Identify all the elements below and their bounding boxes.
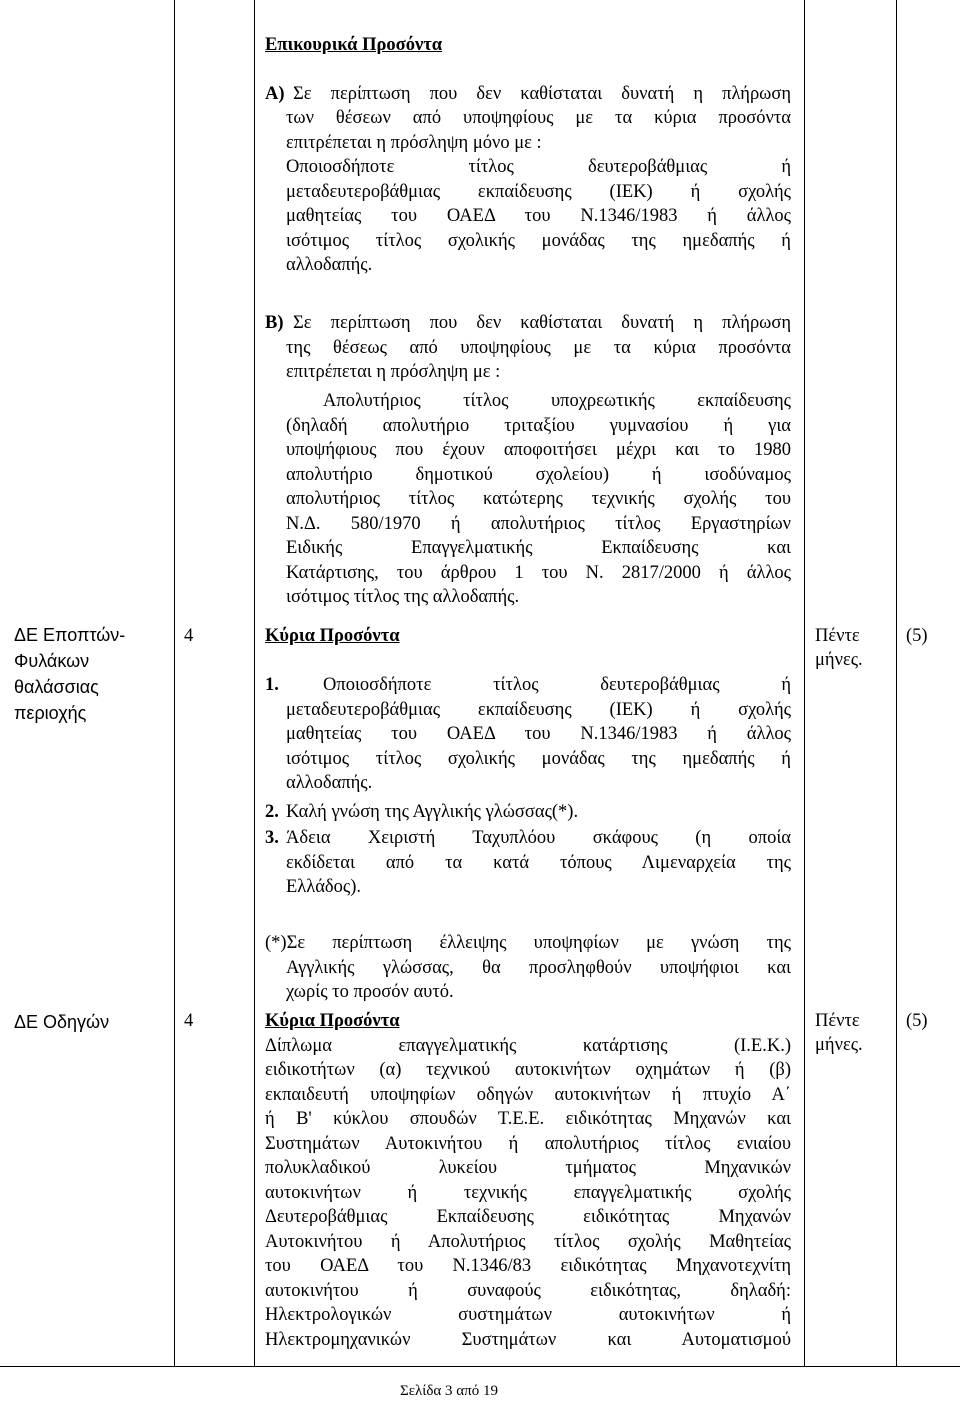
duration: Πέντε <box>815 626 860 646</box>
item-line: αλλοδαπής. <box>286 773 373 793</box>
option-b-line: της θέσεως από υποψηφίους με τα κύρια προσόντα <box>286 338 791 358</box>
footnote-line: (*)Σε περίπτωση έλλειψης υποψηφίων με γνώση της <box>265 933 791 953</box>
qualification-line: Ηλεκτρολογικών συστημάτων αυτοκινήτων ή <box>265 1305 791 1325</box>
position-count: 4 <box>184 626 194 646</box>
option-b-line: επιτρέπεται η πρόσληψη με : <box>286 362 501 382</box>
option-a-line: ισότιμος τίτλος σχολικής μονάδας της ημεδαπής ή <box>286 231 791 251</box>
option-b-line: υποψήφιους που έχουν αποφοιτήσει μέχρι και το 1980 <box>286 440 791 460</box>
qualification-line: πολυκλαδικού λυκείου τμήματος Μηχανικών <box>265 1158 791 1178</box>
item-line: μεταδευτεροβάθμιας εκπαίδευσης (ΙΕΚ) ή σχολής <box>286 700 791 720</box>
column-rule <box>804 0 805 1366</box>
item-line: Ελλάδος). <box>286 877 362 897</box>
column-rule <box>896 0 897 1366</box>
option-a-line: αλλοδαπής. <box>286 255 373 275</box>
column-rule <box>174 0 175 1366</box>
duration: Πέντε <box>815 1011 860 1031</box>
option-b-line: Ειδικής Επαγγελματικής Εκπαίδευσης και <box>286 538 791 558</box>
option-a-line: επιτρέπεται η πρόσληψη μόνο με : <box>286 133 542 153</box>
duration: μήνες. <box>815 650 863 670</box>
option-b-line: απολυτήριο δημοτικού σχολείου) ή ισοδύναμος <box>286 465 791 485</box>
qualification-line: Δευτεροβάθμιας Εκπαίδευσης ειδικότητας Μηχανών <box>265 1207 791 1227</box>
item-line: Καλή γνώση της Αγγλικής γλώσσας(*). <box>286 802 579 822</box>
item-number: 2. <box>265 802 279 822</box>
position-count: 4 <box>184 1011 194 1031</box>
qualification-line: Δίπλωμα επαγγελματικής κατάρτισης (Ι.Ε.Κ.) <box>265 1036 791 1056</box>
requirement-code: (5) <box>906 1011 928 1031</box>
item-line: Άδεια Χειριστή Ταχυπλόου σκάφους (η οποία <box>286 828 791 848</box>
option-b-line: (δηλαδή απολυτήριο τριταξίου γυμνασίου ή για <box>286 416 791 436</box>
footnote-line: χωρίς το προσόν αυτό. <box>286 982 454 1002</box>
option-a-line: μεταδευτεροβάθμιας εκπαίδευσης (ΙΕΚ) ή σχολής <box>286 182 791 202</box>
option-b-line: απολυτήριος τίτλος κατώτερης τεχνικής σχολής του <box>286 489 791 509</box>
item-number: 1. <box>265 675 279 695</box>
option-a-line: Σε περίπτωση που δεν καθίσταται δυνατή η πλήρωση <box>293 84 791 104</box>
qualification-line: του ΟΑΕΔ του Ν.1346/83 ειδικότητας Μηχανοτεχνίτη <box>265 1256 791 1276</box>
specialty-name: ΔΕ Οδηγών <box>14 1012 110 1032</box>
option-a-line: Οποιοσδήποτε τίτλος δευτεροβάθμιας ή <box>286 157 791 177</box>
item-line: μαθητείας του ΟΑΕΔ του Ν.1346/1983 ή άλλος <box>286 724 791 744</box>
option-b-line: Κατάρτισης, του άρθρου 1 του Ν. 2817/2000 ή άλλος <box>286 563 791 583</box>
main-qualifications-title: Κύρια Προσόντα <box>265 1011 400 1031</box>
qualification-line: αυτοκινήτου ή συναφούς ειδικότητας, δηλαδή: <box>265 1281 791 1301</box>
main-qualifications-title: Κύρια Προσόντα <box>265 626 400 646</box>
item-line: εκδίδεται από τα κατά τόπους Λιμεναρχεία της <box>286 853 791 873</box>
supplementary-qualifications-title: Επικουρικά Προσόντα <box>265 35 443 55</box>
qualification-line: Ηλεκτρομηχανικών Συστημάτων και Αυτοματισμού <box>265 1330 791 1350</box>
specialty-name: περιοχής <box>14 703 87 723</box>
qualification-line: ειδικοτήτων (α) τεχνικού αυτοκινήτων οχημάτων ή (β) <box>265 1060 791 1080</box>
qualification-line: εκπαιδευτή υποψηφίων οδηγών αυτοκινήτων ή πτυχίο Α΄ <box>265 1085 791 1105</box>
qualification-line: αυτοκινήτων ή τεχνικής επαγγελματικής σχολής <box>265 1183 791 1203</box>
requirement-code: (5) <box>906 626 928 646</box>
qualification-line: ή Β' κύκλου σπουδών Τ.Ε.Ε. ειδικότητας Μηχανών και <box>265 1109 791 1129</box>
footnote-line: Αγγλικής γλώσσας, θα προσληφθούν υποψήφιοι και <box>286 958 791 978</box>
option-b-label: Β) <box>265 313 284 333</box>
item-number: 3. <box>265 828 279 848</box>
duration: μήνες. <box>815 1035 863 1055</box>
option-b-line: Απολυτήριος τίτλος υποχρεωτικής εκπαίδευσης <box>323 391 791 411</box>
option-a-label: Α) <box>265 84 285 104</box>
item-line: Οποιοσδήποτε τίτλος δευτεροβάθμιας ή <box>323 675 791 695</box>
page-number: Σελίδα 3 από 19 <box>400 1383 498 1399</box>
option-b-line: Σε περίπτωση που δεν καθίσταται δυνατή η πλήρωση <box>293 313 791 333</box>
item-line: ισότιμος τίτλος σχολικής μονάδας της ημεδαπής ή <box>286 749 791 769</box>
option-b-line: Ν.Δ. 580/1970 ή απολυτήριος τίτλος Εργαστηρίων <box>286 514 791 534</box>
option-a-line: των θέσεων από υποψηφίους με τα κύρια προσόντα <box>286 108 791 128</box>
column-rule <box>254 0 255 1366</box>
qualification-line: Συστημάτων Αυτοκινήτου ή απολυτήριος τίτλος ενιαίου <box>265 1134 791 1154</box>
specialty-name: θαλάσσιας <box>14 677 99 697</box>
option-b-line: ισότιμος τίτλος της αλλοδαπής. <box>286 587 520 607</box>
option-a-line: μαθητείας του ΟΑΕΔ του Ν.1346/1983 ή άλλος <box>286 206 791 226</box>
qualification-line: Αυτοκινήτου ή Απολυτήριος τίτλος σχολής Μαθητείας <box>265 1232 791 1252</box>
row-rule <box>0 1366 960 1367</box>
specialty-name: Φυλάκων <box>14 651 90 671</box>
specialty-name: ΔΕ Εποπτών- <box>14 625 126 645</box>
